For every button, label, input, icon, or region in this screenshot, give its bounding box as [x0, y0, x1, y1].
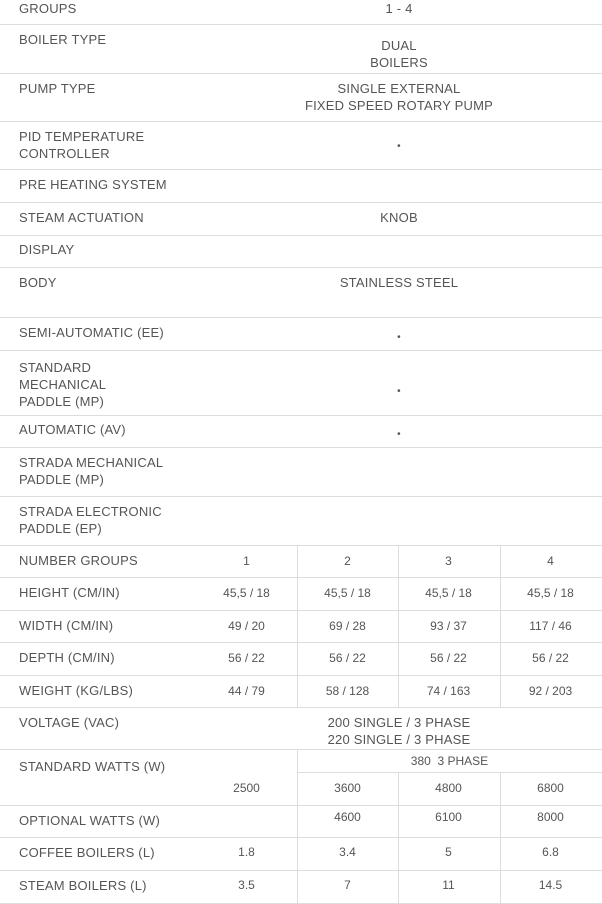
column-divider: [398, 546, 399, 708]
spec-label: NUMBER GROUPS: [19, 553, 138, 568]
row-steam-boilers: [0, 871, 602, 904]
voltage-label: VOLTAGE (VAC): [19, 715, 120, 730]
groups-value: 1 - 4: [385, 1, 413, 16]
phase-note: 380 3 PHASE: [410, 754, 489, 768]
row-steam-actuation: [0, 203, 602, 236]
spec-cell: 4: [547, 554, 554, 568]
std-watts-label: STANDARD WATTS (W): [19, 759, 166, 774]
row-standard-watts: [0, 750, 602, 806]
row-body: [0, 268, 602, 318]
row-strada-ep: [0, 497, 602, 546]
row-coffee-boilers: [0, 838, 602, 871]
row-weight: [0, 676, 602, 708]
row-depth: [0, 643, 602, 676]
watts-cell: 6800: [537, 781, 564, 795]
groups-label: GROUPS: [19, 1, 77, 16]
row-boiler-type: [0, 25, 602, 74]
column-divider: [297, 750, 298, 904]
automatic-label: AUTOMATIC (AV): [19, 422, 126, 437]
std-paddle-label: STANDARD MECHANICAL PADDLE (MP): [19, 360, 107, 409]
opt-watts-cell: 4600: [334, 810, 361, 824]
row-display: [0, 236, 602, 268]
spec-cell: 2: [344, 554, 351, 568]
spec-label: WEIGHT (KG/LBS): [19, 683, 133, 698]
voltage-value: 200 SINGLE / 3 PHASE 220 SINGLE / 3 PHASE: [327, 715, 471, 747]
steam-boilers-label: STEAM BOILERS (L): [19, 878, 147, 893]
steam-cell: 11: [442, 878, 455, 892]
opt-watts-label: OPTIONAL WATTS (W): [19, 813, 161, 828]
spec-cell: 56 / 22: [532, 651, 569, 665]
column-divider: [500, 772, 501, 904]
spec-cell: 1: [243, 554, 250, 568]
row-standard-paddle: [0, 351, 602, 416]
pump-type-label: PUMP TYPE: [19, 81, 96, 96]
coffee-cell: 1.8: [238, 845, 255, 859]
watts-cell: 2500: [233, 781, 260, 795]
column-divider: [297, 546, 298, 708]
steam-cell: 7: [344, 878, 351, 892]
spec-cell: 45,5 / 18: [223, 586, 270, 600]
column-divider: [398, 772, 399, 904]
boiler-type-value: DUAL BOILERS: [370, 38, 428, 70]
coffee-cell: 6.8: [542, 845, 559, 859]
spec-cell: 56 / 22: [228, 651, 265, 665]
spec-cell: 56 / 22: [329, 651, 366, 665]
spec-cell: 45,5 / 18: [527, 586, 574, 600]
spec-cell: 58 / 128: [325, 684, 370, 698]
steam-cell: 3.5: [238, 878, 255, 892]
std-paddle-value: •: [397, 386, 401, 397]
row-semi-automatic: [0, 318, 602, 351]
semi-auto-value: •: [397, 332, 401, 343]
pid-label: PID TEMPERATURE CONTROLLER: [19, 129, 145, 161]
spec-cell: 49 / 20: [228, 619, 265, 633]
spec-cell: 56 / 22: [430, 651, 467, 665]
steam-label: STEAM ACTUATION: [19, 210, 144, 225]
row-number-groups: [0, 546, 602, 578]
opt-watts-cell: 8000: [537, 810, 564, 824]
spec-cell: 92 / 203: [528, 684, 573, 698]
pump-type-value: SINGLE EXTERNAL FIXED SPEED ROTARY PUMP: [304, 81, 494, 113]
row-preheating: [0, 170, 602, 203]
pid-value: •: [397, 141, 401, 152]
coffee-boilers-label: COFFEE BOILERS (L): [19, 845, 155, 860]
row-width: [0, 611, 602, 643]
spec-cell: 44 / 79: [228, 684, 265, 698]
row-pump-type: [0, 74, 602, 122]
strada-mp-label: STRADA MECHANICAL PADDLE (MP): [19, 455, 164, 487]
watts-cell: 3600: [334, 781, 361, 795]
row-pid-controller: [0, 122, 602, 170]
body-value: STAINLESS STEEL: [339, 275, 459, 290]
watts-cell: 4800: [435, 781, 462, 795]
coffee-cell: 3.4: [339, 845, 356, 859]
body-label: BODY: [19, 275, 57, 290]
row-automatic: [0, 416, 602, 448]
boiler-type-label: BOILER TYPE: [19, 32, 107, 47]
spec-cell: 45,5 / 18: [425, 586, 472, 600]
row-height: [0, 578, 602, 611]
spec-cell: 69 / 28: [329, 619, 366, 633]
spec-label: WIDTH (CM/IN): [19, 618, 114, 633]
steam-value: KNOB: [380, 210, 418, 225]
semi-auto-label: SEMI-AUTOMATIC (EE): [19, 325, 164, 340]
row-voltage: [0, 708, 602, 750]
column-divider: [500, 546, 501, 708]
spec-cell: 45,5 / 18: [324, 586, 371, 600]
spec-cell: 117 / 46: [529, 619, 572, 633]
spec-cell: 74 / 163: [426, 684, 471, 698]
display-label: DISPLAY: [19, 242, 75, 257]
row-groups: [0, 0, 602, 25]
opt-watts-cell: 6100: [435, 810, 462, 824]
preheat-label: PRE HEATING SYSTEM: [19, 177, 167, 192]
spec-label: DEPTH (CM/IN): [19, 650, 115, 665]
coffee-cell: 5: [445, 845, 452, 859]
spec-cell: 93 / 37: [430, 619, 467, 633]
steam-cell: 14.5: [538, 878, 563, 892]
spec-label: HEIGHT (CM/IN): [19, 585, 120, 600]
row-strada-mp: [0, 448, 602, 497]
spec-cell: 3: [445, 554, 452, 568]
row-optional-watts: [0, 806, 602, 838]
automatic-value: •: [397, 429, 401, 440]
strada-ep-label: STRADA ELECTRONIC PADDLE (EP): [19, 504, 162, 536]
phase-divider: [297, 772, 602, 773]
